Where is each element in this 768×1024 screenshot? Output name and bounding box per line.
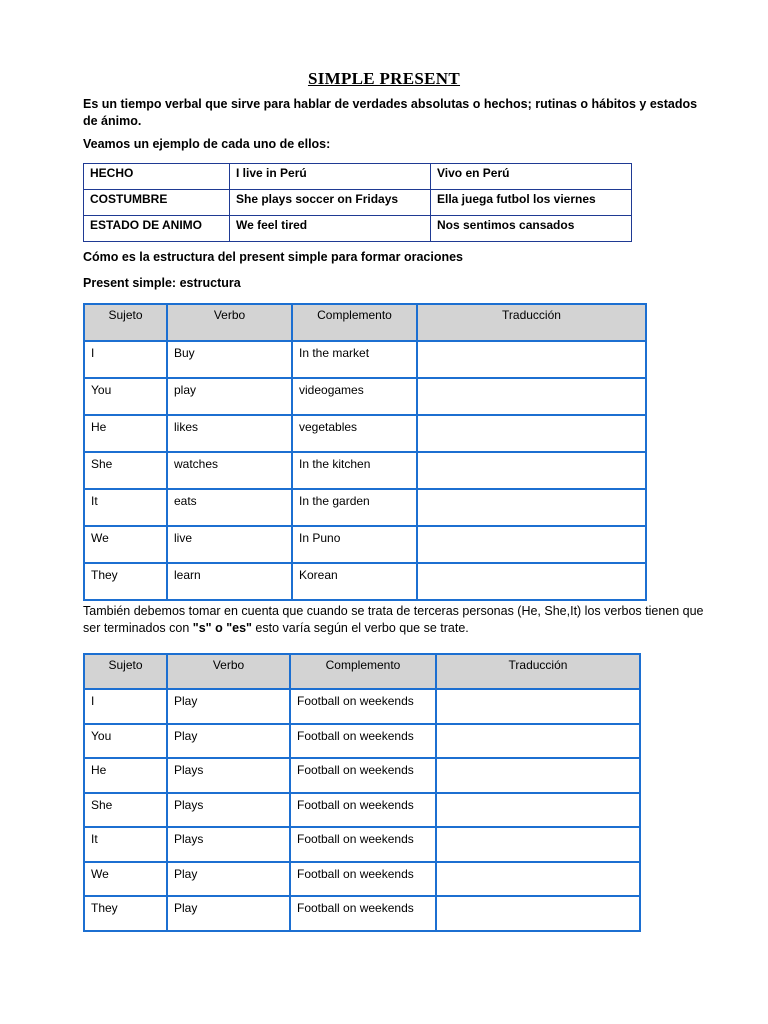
complement-cell: In Puno [292, 526, 417, 563]
translation-cell [436, 724, 640, 759]
verb-cell: play [167, 378, 292, 415]
verb-cell: eats [167, 489, 292, 526]
conjugation-row [84, 862, 640, 897]
conjugation-row [84, 689, 640, 724]
complement-cell: Football on weekends [290, 896, 436, 931]
column-header: Verbo [167, 654, 290, 689]
conjugation-row [84, 827, 640, 862]
subject-cell: They [84, 563, 167, 600]
column-header: Complemento [290, 654, 436, 689]
complement-cell: In the kitchen [292, 452, 417, 489]
note-es-ending: "es" [226, 621, 252, 635]
third-person-note [83, 603, 713, 637]
subject-cell: They [84, 896, 167, 931]
conjugation-table [83, 653, 641, 932]
example-spanish-cell: Vivo en Perú [431, 164, 632, 190]
verb-cell: Buy [167, 341, 292, 378]
column-header: Traducción [436, 654, 640, 689]
note-s-ending: "s" [192, 621, 212, 635]
complement-cell: Football on weekends [290, 689, 436, 724]
subject-cell: It [84, 827, 167, 862]
complement-cell: Football on weekends [290, 793, 436, 828]
subject-cell: I [84, 341, 167, 378]
example-type-cell: ESTADO DE ANIMO [84, 216, 230, 242]
translation-cell [417, 378, 646, 415]
column-header: Traducción [417, 304, 646, 341]
subject-cell: You [84, 378, 167, 415]
example-type-cell: COSTUMBRE [84, 190, 230, 216]
structure-row [84, 378, 646, 415]
conjugation-header-row [84, 654, 640, 689]
complement-cell: Football on weekends [290, 862, 436, 897]
translation-cell [436, 862, 640, 897]
structure-row [84, 452, 646, 489]
example-spanish-cell: Ella juega futbol los viernes [431, 190, 632, 216]
intro-paragraph: Es un tiempo verbal que sirve para hablar de verdades absolutas o hechos; rutinas o hábitos y estados de ánimo. [83, 97, 698, 128]
example-spanish-cell: Nos sentimos cansados [431, 216, 632, 242]
verb-cell: live [167, 526, 292, 563]
complement-cell: Football on weekends [290, 724, 436, 759]
conjugation-row [84, 793, 640, 828]
structure-heading: Present simple: estructura [83, 276, 241, 290]
example-english-cell: She plays soccer on Fridays [230, 190, 431, 216]
example-row [84, 216, 632, 242]
subject-cell: You [84, 724, 167, 759]
note-o-word: o [211, 621, 227, 635]
example-type-cell: HECHO [84, 164, 230, 190]
translation-cell [417, 489, 646, 526]
structure-header-row [84, 304, 646, 341]
translation-cell [417, 415, 646, 452]
column-header: Complemento [292, 304, 417, 341]
verb-cell: Play [167, 862, 290, 897]
structure-row [84, 341, 646, 378]
verb-cell: Play [167, 896, 290, 931]
example-row [84, 190, 632, 216]
complement-cell: Football on weekends [290, 758, 436, 793]
translation-cell [436, 793, 640, 828]
verb-cell: Plays [167, 793, 290, 828]
translation-cell [436, 827, 640, 862]
complement-cell: In the garden [292, 489, 417, 526]
complement-cell: In the market [292, 341, 417, 378]
note-text-part1: También debemos tomar en cuenta que cuando se trata de terceras personas (He, She,It) los verbos tienen que ser terminados con [83, 604, 704, 635]
column-header: Verbo [167, 304, 292, 341]
column-header: Sujeto [84, 304, 167, 341]
subject-cell: It [84, 489, 167, 526]
column-header: Sujeto [84, 654, 167, 689]
subject-cell: She [84, 793, 167, 828]
complement-cell: vegetables [292, 415, 417, 452]
example-english-cell: We feel tired [230, 216, 431, 242]
subject-cell: We [84, 862, 167, 897]
verb-cell: likes [167, 415, 292, 452]
subject-cell: He [84, 758, 167, 793]
structure-row [84, 526, 646, 563]
verb-cell: Plays [167, 827, 290, 862]
example-row [84, 164, 632, 190]
page-title: SIMPLE PRESENT [307, 69, 461, 88]
translation-cell [436, 689, 640, 724]
conjugation-row [84, 724, 640, 759]
translation-cell [417, 563, 646, 600]
subject-cell: She [84, 452, 167, 489]
example-english-cell: I live in Perú [230, 164, 431, 190]
structure-row [84, 489, 646, 526]
subject-cell: I [84, 689, 167, 724]
translation-cell [417, 452, 646, 489]
structure-row [84, 415, 646, 452]
subject-cell: We [84, 526, 167, 563]
structure-question: Cómo es la estructura del present simple para formar oraciones [83, 250, 463, 264]
translation-cell [436, 758, 640, 793]
verb-cell: Play [167, 689, 290, 724]
verb-cell: watches [167, 452, 292, 489]
conjugation-row [84, 896, 640, 931]
verb-cell: Plays [167, 758, 290, 793]
structure-table [83, 303, 647, 601]
translation-cell [417, 526, 646, 563]
verb-cell: learn [167, 563, 292, 600]
examples-heading: Veamos un ejemplo de cada uno de ellos: [83, 137, 331, 151]
structure-row [84, 563, 646, 600]
complement-cell: Football on weekends [290, 827, 436, 862]
translation-cell [417, 341, 646, 378]
subject-cell: He [84, 415, 167, 452]
complement-cell: Korean [292, 563, 417, 600]
translation-cell [436, 896, 640, 931]
verb-cell: Play [167, 724, 290, 759]
complement-cell: videogames [292, 378, 417, 415]
conjugation-row [84, 758, 640, 793]
note-text-part2: esto varía según el verbo que se trate. [251, 621, 469, 635]
examples-table [83, 163, 632, 242]
